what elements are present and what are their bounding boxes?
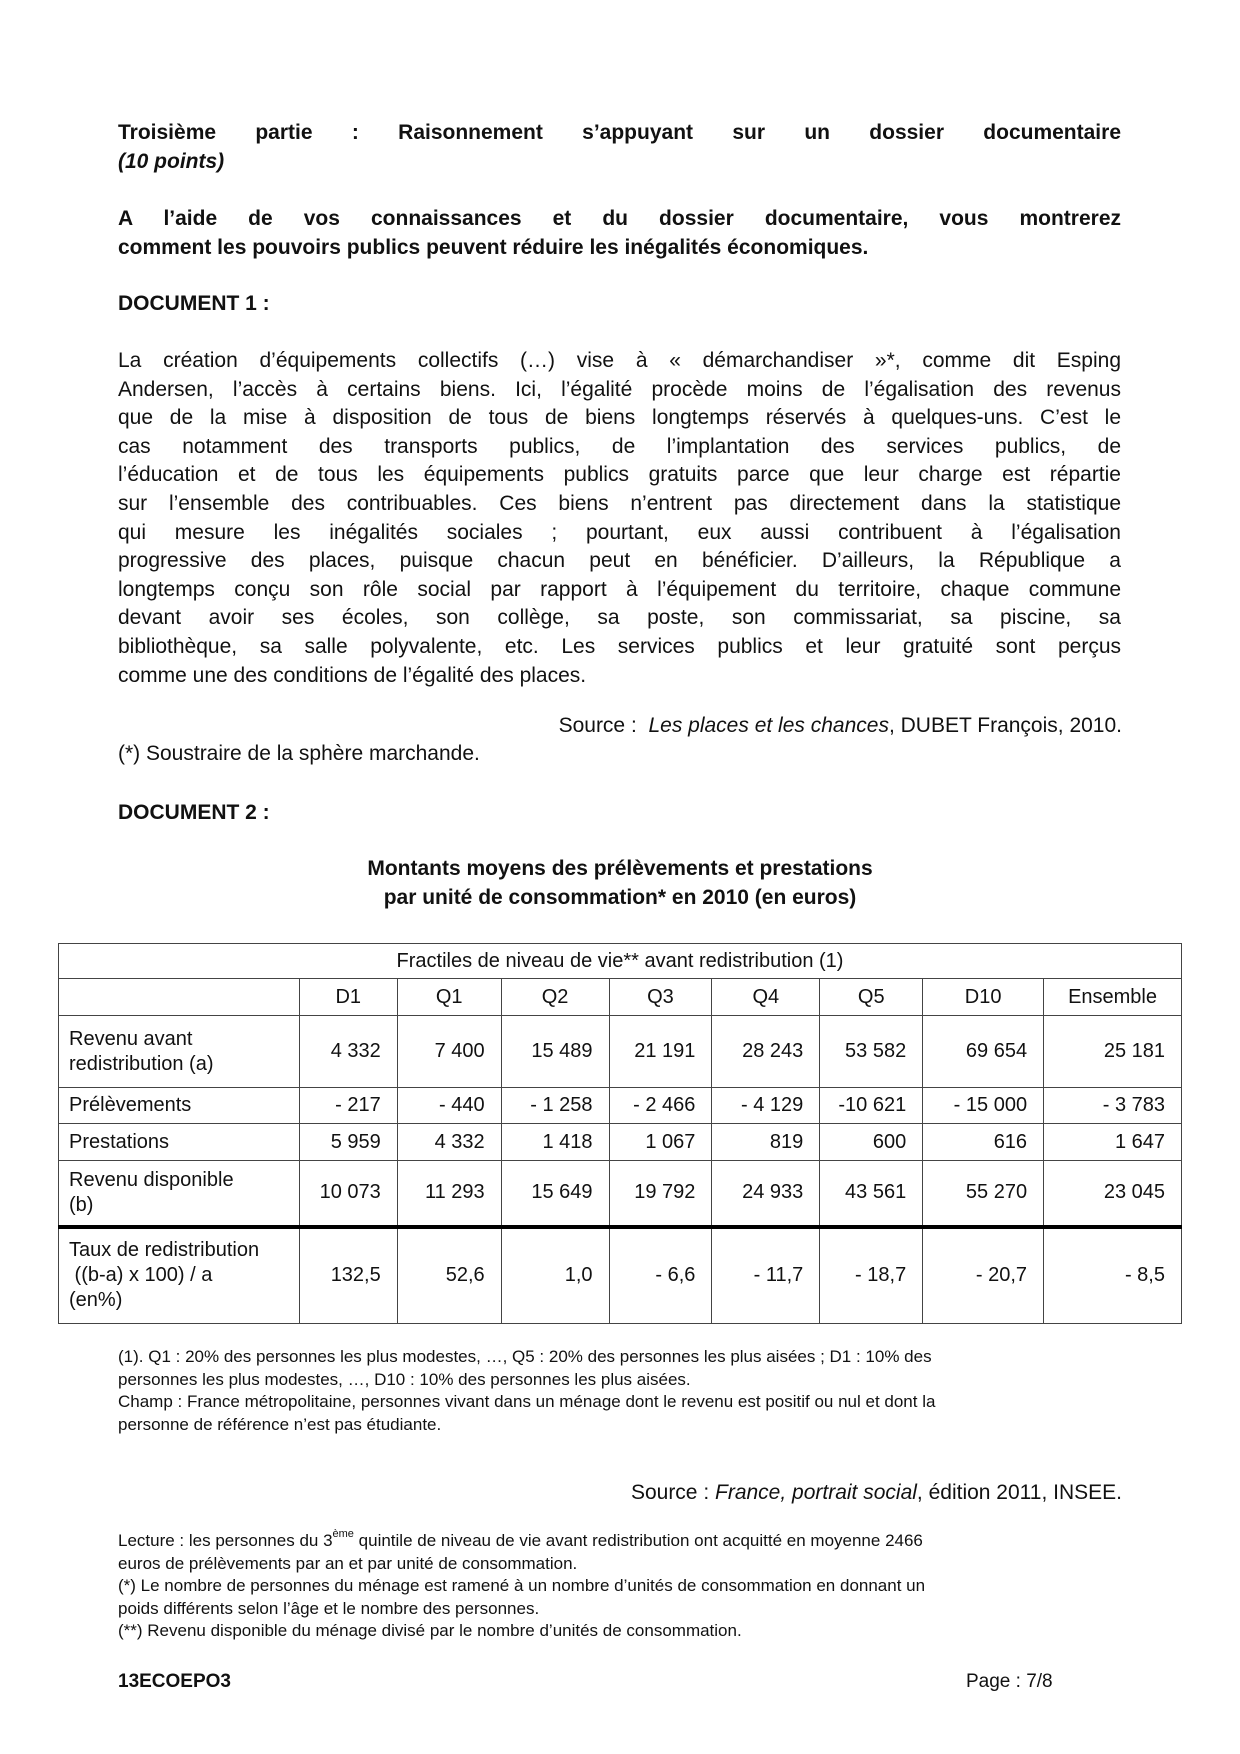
cell: 43 561 [820,1161,923,1227]
footnote-line: (*) Le nombre de personnes du ménage est ramené à un nombre d’unités de consommation en donnant un [118,1576,926,1596]
cell: 23 045 [1044,1161,1182,1227]
text-line: longtemps conçu son rôle social par rapport à l’équipement du territoire, chaque commune [118,577,1121,601]
cell: 819 [712,1124,820,1161]
row-label: Prestations [59,1124,300,1161]
source-suffix: , édition 2011, INSEE. [916,1481,1122,1504]
document2-source [631,1479,1122,1508]
row-label-line: redistribution (a) [69,1052,214,1075]
column-header-row [59,979,1182,1016]
group-header-row [59,944,1182,979]
document1-text [118,347,1121,690]
document1-title: DOCUMENT 1 : [118,292,270,315]
note-line: personnes les plus modestes, …, D10 : 10% des personnes les plus aisées. [118,1369,691,1389]
text-line: comme une des conditions de l’égalité des places. [118,663,587,687]
cell: 55 270 [923,1161,1044,1227]
text-line: sur l’ensemble des contribuables. Ces biens n’entrent pas directement dans la statistique [118,491,1121,515]
cell: 19 792 [609,1161,712,1227]
lecture-text: quintile de niveau de vie avant redistribution ont acquitté en moyenne 2466 [353,1531,923,1550]
superscript: ème [332,1528,354,1540]
table-row [59,1161,1182,1227]
text-line: Andersen, l’accès à certains biens. Ici, l’égalité procède moins de l’égalisation des revenus [118,377,1121,401]
document2-title: DOCUMENT 2 : [118,801,270,824]
instruction-line: comment les pouvoirs publics peuvent réduire les inégalités économiques. [118,235,869,259]
redistribution-table [58,943,1182,1324]
corner-cell [59,979,300,1016]
col-header: Q5 [820,979,923,1016]
row-label [59,1227,300,1324]
text-line: La création d’équipements collectifs (…) vise à « démarchandiser »*, comme dit Esping [118,349,1121,372]
cell: 1 418 [501,1124,609,1161]
row-label: Prélèvements [59,1088,300,1124]
text-line: qui mesure les inégalités sociales ; pourtant, eux aussi contribuent à l’égalisation [118,520,1121,544]
table-row [59,1227,1182,1324]
text-line: progressive des places, puisque chacun peut en bénéficier. D’ailleurs, la République a [118,549,1121,573]
cell: 15 489 [501,1016,609,1088]
row-label [59,1016,300,1088]
cell: 15 649 [501,1161,609,1227]
note-line: Champ : France métropolitaine, personnes vivant dans un ménage dont le revenu est positif ou nul et dont la [118,1392,936,1412]
source-suffix: , DUBET François, 2010. [888,714,1122,737]
cell: - 217 [299,1088,397,1124]
document1-footnote: (*) Soustraire de la sphère marchande. [118,742,480,765]
cell: - 15 000 [923,1088,1044,1124]
source-title: France, portrait social [715,1481,917,1504]
cell: 1 067 [609,1124,712,1161]
lecture-line: euros de prélèvements par an et par unité de consommation. [118,1553,578,1573]
text-line: cas notamment des transports publics, de l’implantation des services publics, de [118,434,1121,458]
exam-code: 13ECOEPO3 [118,1671,231,1692]
cell: 1 647 [1044,1124,1182,1161]
table-title-line: Montants moyens des prélèvements et prestations [367,857,873,880]
col-header: Q1 [397,979,501,1016]
col-header: Q3 [609,979,712,1016]
cell: 1,0 [501,1227,609,1324]
cell: 25 181 [1044,1016,1182,1088]
cell: 24 933 [712,1161,820,1227]
part-heading [118,119,1121,176]
row-label-line: ((b-a) x 100) / a [69,1264,213,1287]
cell: 10 073 [299,1161,397,1227]
row-label-line: (b) [69,1193,94,1216]
row-label-line: Revenu avant [69,1027,193,1050]
instruction-line: A l’aide de vos connaissances et du dossier documentaire, vous montrerez [118,207,1121,230]
lecture-block [118,1530,1123,1643]
lecture-text: Lecture : les personnes du 3 [118,1531,333,1550]
cell: - 8,5 [1044,1227,1182,1324]
cell: 69 654 [923,1016,1044,1088]
text-line: devant avoir ses écoles, son collège, sa poste, son commissariat, sa piscine, sa [118,606,1121,630]
cell: -10 621 [820,1088,923,1124]
row-label-line: Taux de redistribution [69,1239,260,1262]
points-label: (10 points) [118,149,225,173]
table-title-line: par unité de consommation* en 2010 (en euros) [383,885,857,909]
cell: 53 582 [820,1016,923,1088]
note-line: (1). Q1 : 20% des personnes les plus modestes, …, Q5 : 20% des personnes les plus aisées ; D1 : 10% des [118,1347,932,1366]
lecture-line [118,1530,1123,1553]
cell: - 18,7 [820,1227,923,1324]
cell: - 6,6 [609,1227,712,1324]
row-label-line: (en%) [69,1289,123,1312]
footnote-line: poids différents selon l’âge et le nombre des personnes. [118,1598,540,1618]
cell: - 2 466 [609,1088,712,1124]
cell: 7 400 [397,1016,501,1088]
text-line: bibliothèque, sa salle polyvalente, etc. Les services publics et leur gratuité sont perçus [118,634,1121,658]
col-header: D1 [299,979,397,1016]
cell: 11 293 [397,1161,501,1227]
cell: - 4 129 [712,1088,820,1124]
source-prefix: Source : [630,1481,715,1504]
source-title: Les places et les chances [648,714,889,737]
cell: - 3 783 [1044,1088,1182,1124]
table-row [59,1088,1182,1124]
group-header: Fractiles de niveau de vie** avant redistribution (1) [59,944,1182,979]
cell: 616 [923,1124,1044,1161]
cell: 600 [820,1124,923,1161]
source-prefix: Source : [558,714,643,737]
col-header: Q4 [712,979,820,1016]
cell: - 20,7 [923,1227,1044,1324]
col-header: Q2 [501,979,609,1016]
page-number: Page : 7/8 [966,1671,1053,1692]
cell: 4 332 [299,1016,397,1088]
cell: 52,6 [397,1227,501,1324]
row-label-line: Revenu disponible [69,1168,234,1191]
cell: 132,5 [299,1227,397,1324]
cell: 28 243 [712,1016,820,1088]
cell: 21 191 [609,1016,712,1088]
table-row [59,1016,1182,1088]
document1-source [559,712,1122,741]
text-line: que de la mise à disposition de tous de biens longtemps réservés à quelques-uns. C’est le [118,406,1121,430]
cell: - 11,7 [712,1227,820,1324]
table-notes [118,1346,1128,1436]
instruction [118,205,1121,262]
footnote-line: (**) Revenu disponible du ménage divisé par le nombre d’unités de consommation. [118,1621,742,1641]
cell: 4 332 [397,1124,501,1161]
cell: - 1 258 [501,1088,609,1124]
col-header: Ensemble [1044,979,1182,1016]
part-title: Troisième partie : Raisonnement s’appuyant sur un dossier documentaire [118,121,1121,144]
table-row [59,1124,1182,1161]
col-header: D10 [923,979,1044,1016]
cell: - 440 [397,1088,501,1124]
table-title [0,855,1240,912]
note-line: personne de référence n’est pas étudiante. [118,1414,442,1434]
text-line: l’éducation et de tous les équipements publics gratuits parce que leur charge est répartie [118,463,1121,487]
cell: 5 959 [299,1124,397,1161]
row-label [59,1161,300,1227]
